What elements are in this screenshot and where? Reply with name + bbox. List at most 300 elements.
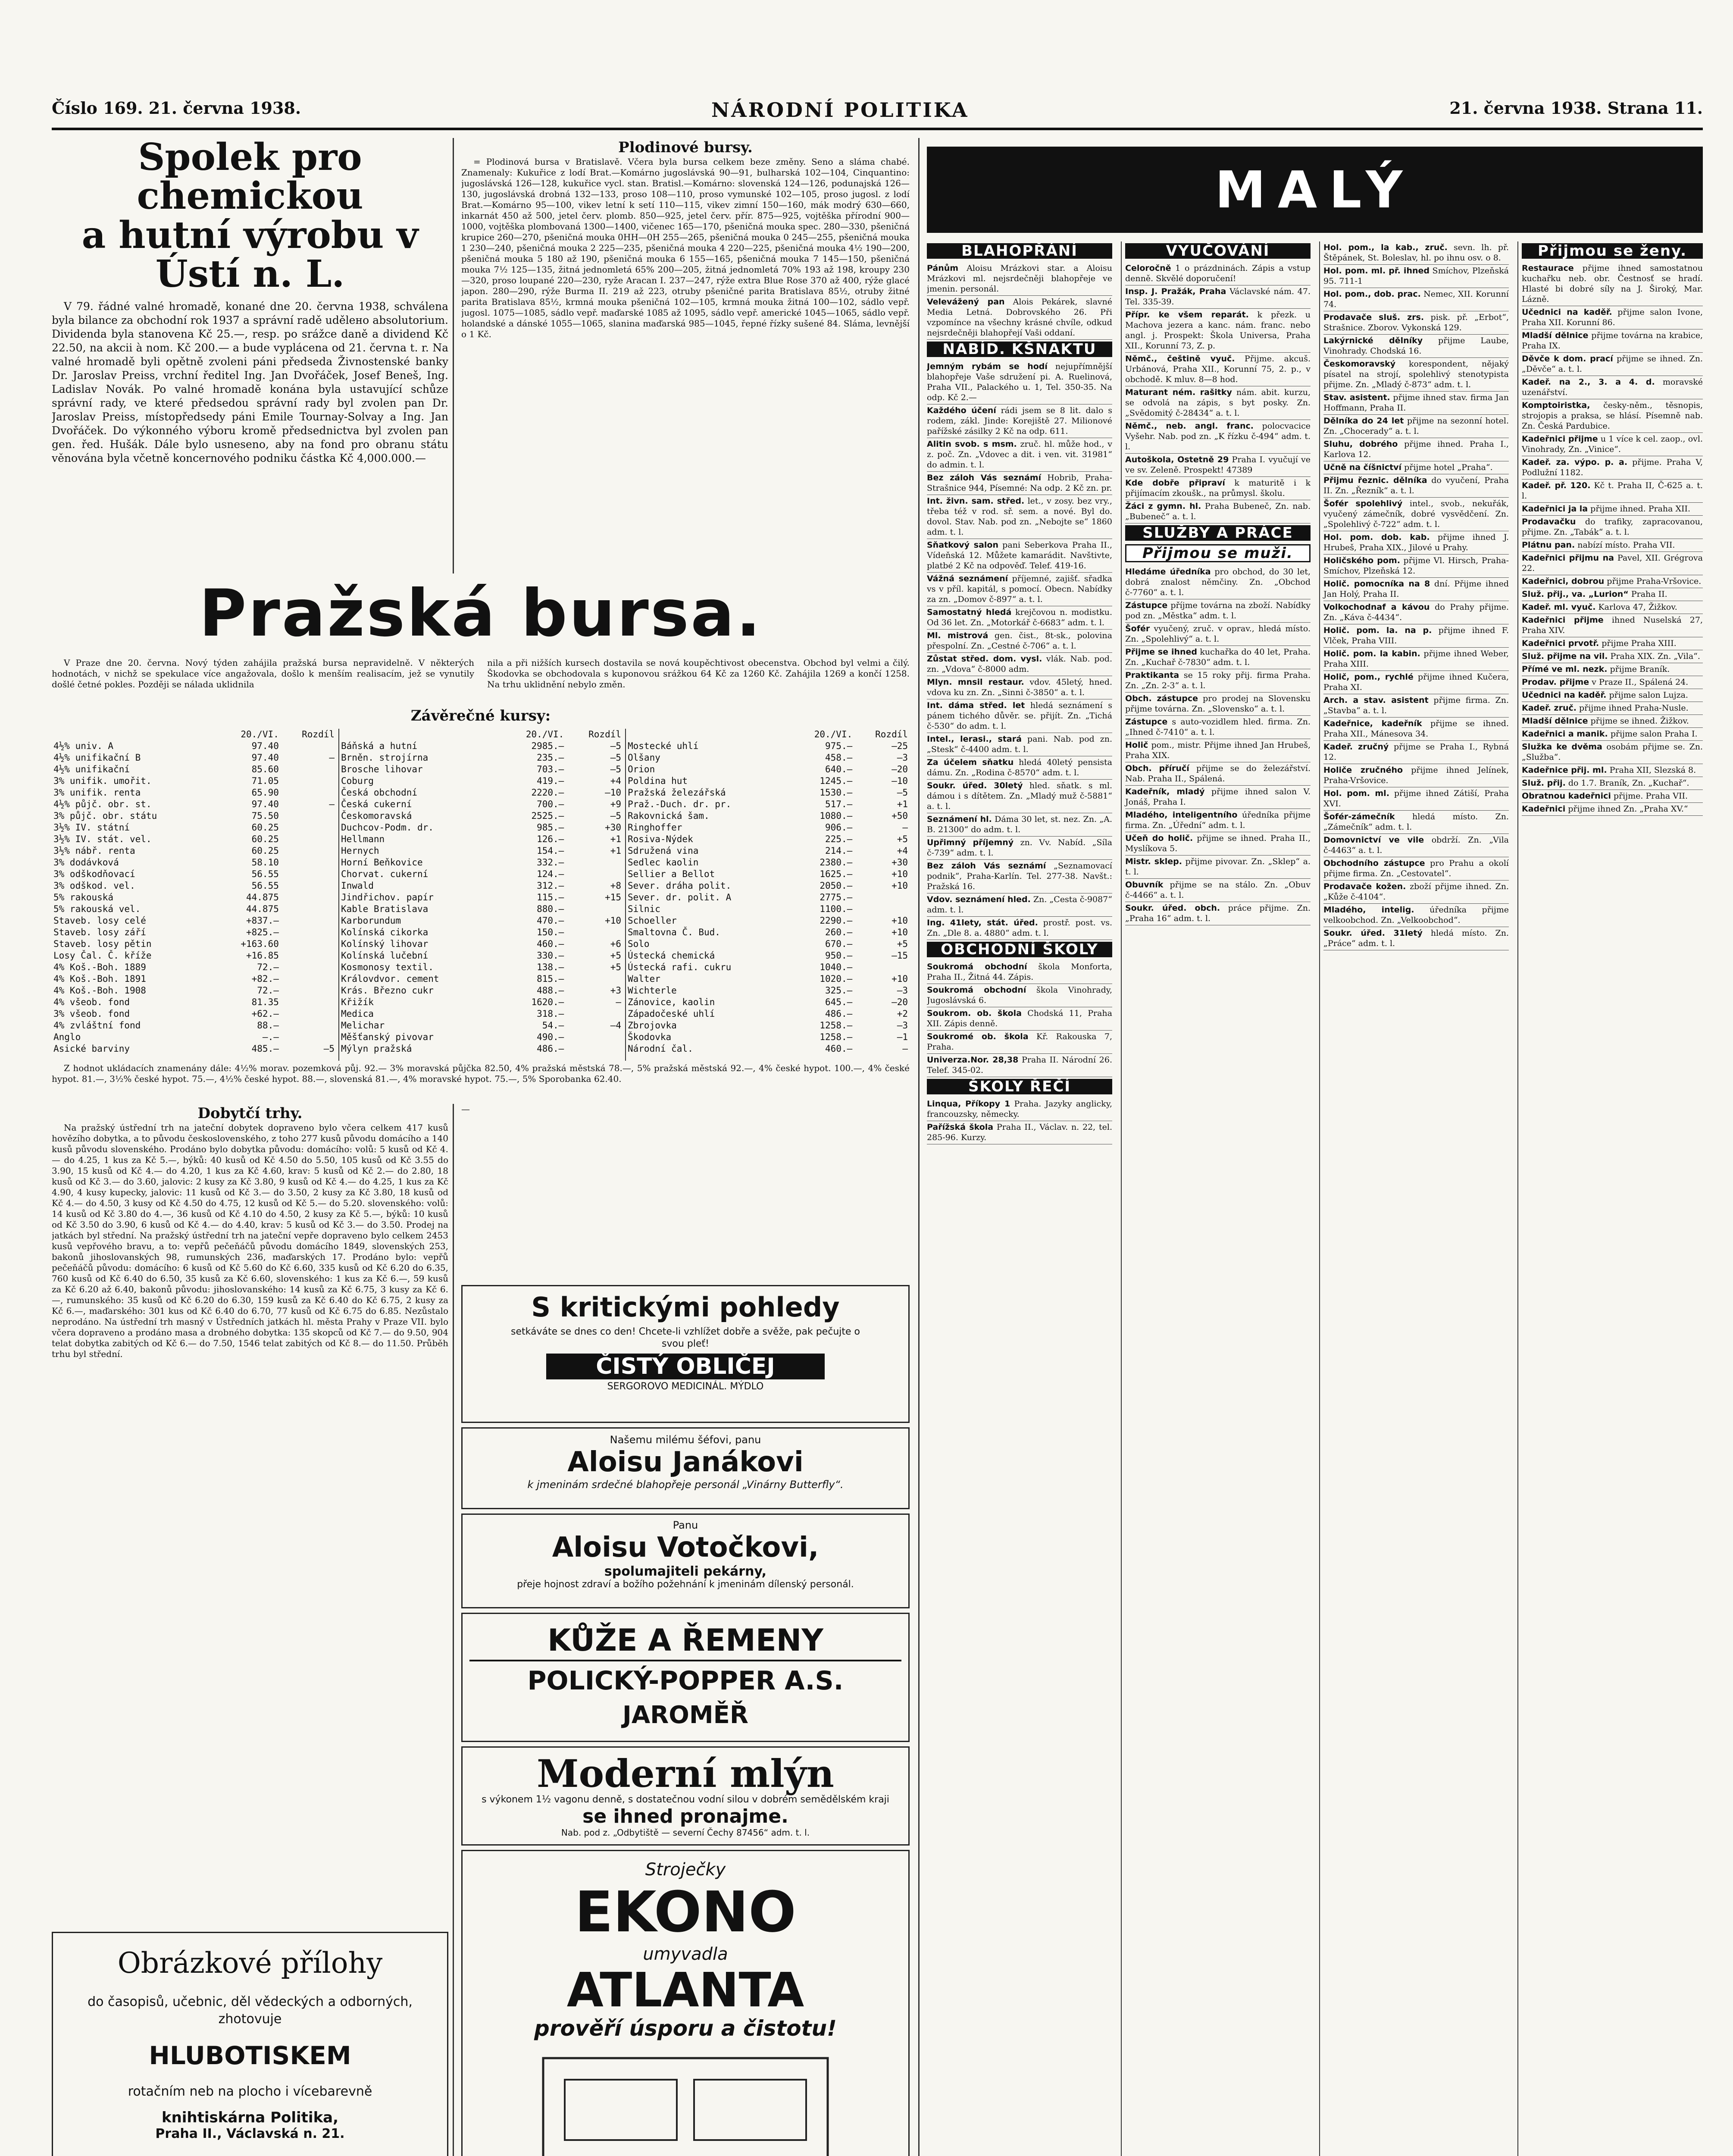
stock-price: 60.25: [251, 822, 279, 833]
stock-change: [281, 1008, 336, 1020]
classified-text: přijme se ihned. Praha II., Myslíkova 5.: [1125, 834, 1311, 853]
stock-row: [339, 1020, 623, 1031]
section-header: BLAHOPŘÁNÍ: [927, 243, 1112, 259]
classified-ad: [1125, 623, 1311, 646]
stock-row: [626, 752, 910, 764]
stock-price: 54.—: [542, 1020, 564, 1031]
stock-price: 58.10: [251, 857, 279, 868]
stock-row: [339, 787, 623, 799]
classified-ad: [1522, 715, 1703, 728]
classified-ad: [1522, 503, 1703, 516]
classified-text: Chodská 11, Praha XII. Zápis denně.: [927, 1009, 1112, 1028]
classified-ad: [1522, 663, 1703, 676]
ad-janak: [461, 1427, 910, 1509]
stock-change: [566, 868, 623, 880]
stock-change: [854, 903, 910, 915]
stock-price: 1020.—: [820, 974, 853, 984]
classified-heading: Autoškola, Ostetně 29: [1125, 455, 1229, 464]
bursa-notes: [52, 1063, 910, 1102]
classified-heading: Ing. 41lety, stát. úřed.: [927, 918, 1038, 928]
stock-change: +50: [892, 811, 908, 821]
classified-ad: [927, 1098, 1112, 1121]
stock-change: —10: [605, 787, 621, 798]
stock-price: 126.—: [537, 834, 564, 844]
classified-text: Kč t. Praha II, Č-625 a. t. l.: [1522, 481, 1703, 501]
classified-heading: Za účelem sňatku: [927, 758, 1014, 767]
stock-change: [281, 950, 336, 962]
stock-price: 1620.—: [531, 997, 564, 1007]
stock-price: 124.—: [537, 869, 564, 879]
stock-change: [281, 962, 336, 973]
classified-text: přijme se do železářství. Nab. Praha II., Spálená.: [1125, 764, 1311, 783]
classified-ad: [927, 573, 1112, 606]
classified-text: přijme se Praha I., Rybná 12.: [1323, 742, 1509, 762]
stock-change: [281, 915, 336, 927]
classified-text: Zn. „Cesta č-9087“ adm. t. l.: [927, 895, 1112, 915]
stock-price: 906.—: [825, 822, 853, 833]
stock-change: +10: [892, 881, 908, 891]
stock-row: [626, 799, 910, 810]
classified-ad: [1323, 555, 1509, 578]
stock-name: Walter: [628, 974, 660, 984]
ad-text: přeje hojnost zdraví a božího požehnání k jmeninám dílenský personál.: [517, 1579, 854, 1590]
stock-price: 470.—: [537, 915, 564, 926]
stock-change: —5: [610, 741, 621, 751]
stock-name: Sellier a Bellot: [628, 869, 715, 879]
classified-text: přijme. Praha VII.: [1611, 791, 1688, 801]
stock-row: [339, 845, 623, 857]
classified-text: pro prodej na Slovensku přijme továrna. Zn. „Slovensko“ a. t. l.: [1125, 694, 1311, 714]
classified-ad: [927, 780, 1112, 813]
stove-illustration: [491, 2041, 879, 2156]
classified-heading: Učeň do holič.: [1125, 834, 1193, 843]
classified-text: přijme se ihned. Žižkov.: [1588, 716, 1689, 726]
stock-change: +15: [605, 892, 621, 903]
stock-price: +82.—: [251, 974, 279, 984]
classified-heading: Soukrom. ob. škola: [927, 1009, 1022, 1018]
classified-text: Nemec, XII. Korunní 74.: [1323, 289, 1509, 309]
classified-heading: Intel., lerasi., stará: [927, 734, 1022, 744]
classified-ad: [1522, 637, 1703, 650]
stock-name: Hernych: [341, 846, 379, 856]
stock-name: Losy Čal. Č. kříže: [53, 950, 152, 961]
column-rule: [453, 1104, 454, 2156]
stock-name: Ústecká rafi. cukru: [628, 962, 732, 972]
article-body: V 79. řádné valné hromadě, konané dne 20. června 1938, schválena byla bilance za obchodní rok 1937 a správní radě udělено absolutorium. Dividenda byla stanovena Kč 25.—, resp. po srážce daně a dividend Kč 22.50, na akcii à nom. Kč 200.— a bude vyplácena od 21. června t. r. Na valné hromadě byli opětně zvoleni páni předseda Živnostenské banky Dr. Jaroslav Preiss, vrchní ředitel Ing. Jan Dvořáček, Josef Beneš, Ing. Ladislav Novák. Po valné hromadě konána byla ustavující schůze správní rady, ve které předsedou správní rady byl zvolen pan Dr. Jaroslav Preiss, místopředsedy páni Emile Tournay-Solvay a Ing. Jan Dvořáček. Do výkonného výboru kromě předsednictva byl zvolen pan gen. řed. Hušák. Dále bylo usneseno, aby na fond pro obranu státu věnována byla včetně koncernového podniku částka Kč 4,000.000.—: [52, 300, 448, 465]
classified-heading: Přípr. ke všem reparát.: [1125, 310, 1249, 320]
stock-price: 88.—: [257, 1020, 279, 1031]
stock-price: 700.—: [537, 799, 564, 809]
classified-ad: [927, 296, 1112, 340]
article-body: Z hodnot ukládacích znamenány dále: 4½% morav. pozemková půj. 92.— 3% moravská půjčka 82.50, 4% pražská městská 78.—, 5% pražská městská 92.—, 4% české hypot. 100.—, 4% české hypot. 81.—, 3½% české hypot. 75.—, 4½% české hypot. 88.—, slovenská 81.—, 4% moravské hypot. 75.—, 5% Sporobanka 62.40.: [52, 1063, 910, 1084]
ad-ekono: [461, 1850, 910, 2156]
stock-name: Poldina hut: [628, 776, 688, 786]
classified-heading: Domovnictví ve vile: [1323, 835, 1424, 845]
stock-name: 3½% nábř. renta: [53, 846, 135, 856]
classified-text: vdov. 45letý, hned. vdova ku zn. Zn. „Sinni č-3850“ a. t. l.: [927, 677, 1112, 697]
stock-price: 44.875: [246, 904, 279, 914]
stock-price: 950.—: [825, 950, 853, 961]
classified-ad: [1522, 689, 1703, 702]
stock-change: [281, 985, 336, 997]
classified-ad: [1125, 477, 1311, 500]
stock-price: 2775.—: [820, 892, 853, 903]
classified-heading: Mladší dělnice: [1522, 331, 1589, 340]
classified-ad: [1323, 335, 1509, 358]
stock-change: [566, 1008, 623, 1020]
ad-title: Aloisu Janákovi: [567, 1446, 804, 1478]
classified-ad: [1125, 716, 1311, 739]
stock-row: [626, 938, 910, 950]
stock-name: 3½% IV. stát. vel.: [53, 834, 152, 844]
classified-text: Hobrib, Praha-Strašnice 944, Písemné: Na odp. 2 Kč zn. pr.: [927, 473, 1112, 493]
stock-row: [52, 752, 336, 764]
classified-heading: Kadeř. za. výpo. p. a.: [1522, 458, 1628, 467]
classified-text: Václavské nám. 47. Tel. 335-39.: [1125, 287, 1311, 307]
classified-ad: [1323, 648, 1509, 671]
classified-text: nabízí místo. Praha VII.: [1575, 540, 1675, 550]
stock-name: Praž.-Duch. dr. pr.: [628, 799, 732, 809]
ad-kriticke-pohledy: [461, 1285, 910, 1423]
stock-row: [626, 973, 910, 985]
stock-row: [52, 973, 336, 985]
section-header: Přijmou se muži.: [1125, 544, 1311, 562]
classified-heading: Hledáme úředníka: [1125, 567, 1211, 577]
classified-heading: Jemným rybám se hodí: [927, 362, 1048, 371]
classified-ad: [1522, 614, 1703, 637]
classified-text: korespondent, nějaký písatel na strojí, spolehlivý stenotypista přijme. Zn. „Mladý č-873“ adm. t. l.: [1323, 359, 1509, 389]
classified-ad: [927, 961, 1112, 984]
article-dobytci-continued: —: [461, 1104, 470, 1114]
classified-text: intel., svob., nekuřák, vyučený zámečník, dobré vysvědčení. Zn. „Spolehlivý č-722“ adm. t. l.: [1323, 499, 1509, 529]
stock-price: 1258.—: [820, 1020, 853, 1031]
classified-text: vyučený, zruč. v oprav., hledá místo. Zn. „Spolehlivý“ a. t. l.: [1125, 624, 1311, 644]
stock-name: Staveb. losy celé: [53, 915, 146, 926]
classified-text: přijme ihned J. Hrubeš, Praha XIX., Jilové u Prahy.: [1323, 533, 1509, 552]
classified-text: přijme ihned Jelínek, Praha-Vršovice.: [1323, 765, 1509, 785]
stock-row: [339, 927, 623, 938]
classified-text: Praha II.: [1628, 589, 1667, 599]
classified-text: Dáma 30 let, st. nez. Zn. „A. B. 21300“ do adm. t. l.: [927, 815, 1112, 834]
stock-price: 815.—: [537, 974, 564, 984]
stock-price: 325.—: [825, 985, 853, 996]
stock-change: —20: [892, 764, 908, 774]
ad-text: setkáváte se dnes co den! Chcete-li vzhlížet dobře a svěže, pak pečujte o svou pleť!: [511, 1326, 860, 1349]
stock-row: [339, 892, 623, 903]
stock-name: 3½% IV. státní: [53, 822, 130, 833]
stock-change: —25: [892, 741, 908, 751]
classified-ad: [1125, 500, 1311, 523]
stock-name: Sever. dr. polit. A: [628, 892, 732, 903]
stock-name: 4% Koš.-Boh. 1908: [53, 985, 146, 996]
classified-ad: [1522, 728, 1703, 741]
classified-heading: Pánům: [927, 263, 959, 273]
stock-price: 150.—: [537, 927, 564, 937]
classified-heading: Stav. asistent.: [1323, 393, 1390, 402]
classified-ad: [1522, 741, 1703, 764]
classified-text: Karlova 47, Žižkov.: [1595, 602, 1677, 612]
classified-heading: Holičského pom.: [1323, 556, 1400, 565]
classified-text: Přijme. akcuš. Urbánová, Praha XII., Korunní 75, 2. p., v obchodě. K mluv. 8—8 hod.: [1125, 354, 1311, 384]
classified-ad: [1522, 803, 1703, 816]
stock-table: [52, 729, 910, 1061]
classified-heading: Hol. pom. dob. kab.: [1323, 533, 1430, 542]
classified-text: přijme ihned Zátiší, Praha XVI.: [1323, 789, 1509, 808]
stock-name: 3% odškod. vel.: [53, 881, 135, 891]
classified-heading: Holiče zručného: [1323, 765, 1403, 775]
stock-change: [281, 892, 336, 903]
ad-text: Stroječky: [645, 1860, 726, 1880]
classified-heading: Kde dobře připraví: [1125, 478, 1225, 488]
stock-name: Solo: [628, 939, 650, 949]
classified-text: přijme pivovar. Zn. „Sklep“ a. t. l.: [1125, 857, 1311, 877]
classified-ad: [927, 1007, 1112, 1031]
classified-heading: Obch. zástupce: [1125, 694, 1198, 703]
classified-ad: [1323, 764, 1509, 787]
classified-ad: [927, 733, 1112, 756]
stock-name: Česká cukerní: [341, 799, 412, 809]
classified-text: úředníka přijme firma. Zn. „Úřední“ adm. t. l.: [1125, 810, 1311, 830]
stock-change: +5: [610, 962, 621, 972]
article-spolek: [52, 138, 448, 578]
stock-row: [52, 787, 336, 799]
classified-ad: [927, 1121, 1112, 1144]
stock-change: [281, 938, 336, 950]
stock-price: 880.—: [537, 904, 564, 914]
classified-ad: [1125, 420, 1311, 454]
stock-change: +9: [610, 799, 621, 809]
stock-row: [339, 1008, 623, 1020]
stock-row: [626, 857, 910, 868]
classified-heading: Pařížská škola: [927, 1122, 994, 1132]
stock-name: Jindřichov. papír: [341, 892, 434, 903]
classified-heading: Univerza.Nor. 28,38: [927, 1055, 1019, 1065]
stock-row: [52, 938, 336, 950]
classified-text: sevn. lh. př. Štěpánek, St. Boleslav, hl. po ihnu osv. o 8.: [1323, 243, 1509, 263]
stock-name: Mostecké uhlí: [628, 741, 699, 751]
classified-text: přijme ihned Zn. „Praha XV.“: [1565, 804, 1688, 814]
stock-change: +10: [892, 869, 908, 879]
classified-heading: Služka ke dvěma: [1522, 742, 1602, 752]
article-dobytci: [52, 1104, 448, 1923]
classified-text: s auto-vozidlem hled. firma. Zn. „Ihned č-7410“ a. t. l.: [1125, 717, 1311, 737]
classified-ad: [927, 539, 1112, 573]
stock-price: 85.60: [251, 764, 279, 774]
classified-text: rádi jsem se 8 lit. dalo s rodem, zákl. Jinde: Korejiště 27. Milionové pařížské zásilky 2 Kč na odp. 611.: [927, 406, 1112, 436]
classified-heading: Soukr. úřed. 30letý: [927, 781, 1023, 790]
stock-change: +10: [892, 915, 908, 926]
classified-ad: [1323, 834, 1509, 857]
stock-name: Anglo: [53, 1032, 81, 1042]
classified-heading: Zástupce: [1125, 601, 1168, 610]
stock-change: —: [329, 799, 335, 809]
stock-price: 138.—: [537, 962, 564, 972]
classified-heading: Němč., češtině vyuč.: [1125, 354, 1235, 364]
classified-text: přijme ihned. Praha I., Karlova 12.: [1323, 439, 1509, 459]
classified-ad: [1125, 879, 1311, 902]
classified-heading: Kadeřnici prvotř.: [1522, 639, 1599, 648]
classified-heading: Kadeřnice, kadeřník: [1323, 719, 1422, 728]
stock-price: 640.—: [825, 764, 853, 774]
ad-text: prověří úsporu a čistotu!: [534, 2016, 837, 2041]
classified-ad: [1125, 454, 1311, 477]
classified-ad: [1522, 329, 1703, 353]
stock-column: [52, 729, 336, 1061]
classified-heading: Kadeřnice přij. ml.: [1522, 765, 1607, 775]
classified-heading: Dělníka do 24 let: [1323, 416, 1404, 426]
stock-row: [52, 950, 336, 962]
stock-row: [339, 799, 623, 810]
stock-row: [339, 764, 623, 775]
classified-heading: Arch. a stav. asistent: [1323, 696, 1429, 705]
classified-heading: Holič. pom. la. na p.: [1323, 626, 1432, 635]
stock-change: [281, 787, 336, 799]
classified-ad: [1125, 309, 1311, 353]
classified-text: pani. Nab. pod zn. „Stesk“ č-4400 adm. t. l.: [927, 734, 1112, 754]
stock-price: 1245.—: [820, 776, 853, 786]
stock-name: Česká obchodní: [341, 787, 418, 798]
stock-change: —5: [610, 752, 621, 763]
stock-change: —5: [323, 1044, 335, 1054]
stock-name: Měšťanský pivovar: [341, 1032, 434, 1042]
stock-price: 670.—: [825, 939, 853, 949]
stock-price: 2050.—: [820, 881, 853, 891]
stock-change: —5: [610, 764, 621, 774]
stock-name: Chorvat. cukerní: [341, 869, 429, 879]
stock-change: [566, 927, 623, 938]
classified-heading: Šofér-zámečník: [1323, 812, 1395, 821]
classified-heading: Kadeř. na 2., 3. a 4. d.: [1522, 377, 1655, 387]
classified-heading: Soukromé ob. škola: [927, 1032, 1029, 1041]
stock-change: +30: [892, 857, 908, 868]
stock-name: Českomoravská: [341, 811, 412, 821]
classified-ad: [1125, 386, 1311, 420]
classified-heading: Hol. pom., la kab., zruč.: [1323, 243, 1448, 252]
classified-text: Praha XIX. Zn. „Vila“.: [1608, 652, 1700, 661]
stock-row: [339, 740, 623, 752]
stock-name: Silnic: [628, 904, 660, 914]
stock-price: 488.—: [537, 985, 564, 996]
stock-price: 419.—: [537, 776, 564, 786]
classified-ad: [1125, 809, 1311, 832]
stock-name: Sdružená vina: [628, 846, 699, 856]
stock-name: 3% dodávková: [53, 857, 119, 868]
ad-title: KŮŽE A ŘEMENY: [469, 1621, 901, 1661]
stock-price: 75.50: [251, 811, 279, 821]
classified-heading: Prodavače sluš. zrs.: [1323, 313, 1424, 322]
stock-row: [339, 822, 623, 834]
stock-change: —10: [892, 776, 908, 786]
classified-text: do trafiky, zapracovanou, přijme. Zn. „Tabák“ a. t. l.: [1522, 517, 1703, 537]
stock-change: +2: [897, 1009, 908, 1019]
stock-price: 72.—: [257, 985, 279, 996]
classified-text: osobám přijme se. Zn. „Služba“.: [1522, 742, 1703, 762]
classified-ad: [1125, 566, 1311, 599]
classified-text: se 15 roky přij. firma Praha. Zn. „Zn. 2-3“ a. t. l.: [1125, 671, 1311, 690]
classified-ad: [1323, 461, 1509, 474]
classified-ad: [927, 893, 1112, 917]
classified-heading: Praktikanta: [1125, 671, 1179, 680]
stock-name: 4% všeob. fond: [53, 997, 130, 1007]
classified-heading: Alitin svob. s msm.: [927, 439, 1017, 449]
classified-ad: [1323, 671, 1509, 694]
classified-ad: [1522, 588, 1703, 601]
stock-change: +10: [605, 915, 621, 926]
classified-heading: Maturant ném. rašitky: [1125, 388, 1232, 397]
classified-ad: [1323, 927, 1509, 950]
classified-text: přijme ihned samostatnou kuchařku neb. obr. Čestnosť se hradí. Hlasté bi dobré síly na J. Široký, Mar. Lázně.: [1522, 263, 1703, 304]
classified-heading: Plátnu pan.: [1522, 540, 1575, 550]
article-title: Spolek pro chemickou: [137, 138, 363, 218]
classified-ad: [1522, 516, 1703, 539]
classified-heading: Mistr. sklep.: [1125, 857, 1182, 866]
ad-obrazkove-prilohy: [52, 1932, 448, 2156]
classified-ad: [1522, 539, 1703, 552]
stock-price: 1100.—: [820, 904, 853, 914]
column-header: Rozdíl: [302, 729, 335, 740]
classified-ad: [1522, 575, 1703, 588]
classified-ad: [927, 472, 1112, 495]
stock-price: 490.—: [537, 1032, 564, 1042]
stock-row: [52, 915, 336, 927]
classified-heading: Němč., neb. angl. franc.: [1125, 421, 1254, 431]
classified-ad: [1323, 811, 1509, 834]
stock-price: 460.—: [537, 939, 564, 949]
stock-price: 2220.—: [531, 787, 564, 798]
classified-ad: [1522, 702, 1703, 715]
stock-change: —: [329, 752, 335, 763]
classified-text: v Praze II., Spálená 24.: [1589, 677, 1689, 687]
ad-text: JAROMĚŘ: [622, 1701, 748, 1729]
stock-change: [281, 880, 336, 892]
stock-change: [281, 1031, 336, 1043]
classifieds-banner: MALÝ: [927, 147, 1703, 233]
classified-heading: Kadeřnici a manik.: [1522, 729, 1608, 739]
stock-row: [52, 1043, 336, 1055]
stock-row: [626, 834, 910, 845]
ad-text: rotačním neb na plocho i vícebarevně: [128, 2084, 372, 2099]
stock-row: [339, 938, 623, 950]
classified-text: zruč. hl. může hod., v z. poč. Zn. „Vdovec a dit. i ven. vit. 31981“ do admin. t. l.: [927, 439, 1112, 470]
stock-change: +5: [897, 939, 908, 949]
stock-name: Karborundum: [341, 915, 401, 926]
classified-heading: Mladší dělnice: [1522, 716, 1588, 726]
stock-name: Sever. dráha polit.: [628, 881, 732, 891]
stock-price: 485.—: [251, 1044, 279, 1054]
classified-heading: Celoročně: [1125, 263, 1171, 273]
stock-name: Duchcov-Podm. dr.: [341, 822, 434, 833]
classified-heading: Prodav. přijme: [1522, 677, 1589, 687]
stock-row: [626, 927, 910, 938]
classified-text: přijme ihned F. Vlček, Praha VIII.: [1323, 626, 1509, 646]
classified-ad: [1125, 646, 1311, 669]
stock-name: Staveb. losy pětin: [53, 939, 152, 949]
classified-text: nejupřímnější blahopřeje Vaše sdružení pi. A. Ruelinová, Praha VII., Palackého u. 1, Tel. 350-35. Na odp. Kč 2.—: [927, 362, 1112, 402]
stock-price: 1530.—: [820, 787, 853, 798]
bursa-intro-right: [487, 658, 910, 709]
stock-name: Medica: [341, 1009, 374, 1019]
stock-name: 5% rakouská: [53, 892, 114, 903]
bursa-intro-left: [52, 658, 474, 709]
classified-text: ihned Nuselská 27, Praha XIV.: [1522, 615, 1703, 635]
classified-ad: [927, 1054, 1112, 1077]
stock-row: [52, 880, 336, 892]
ad-text: SERGOROVO MEDICINÁL. MÝDLO: [607, 1381, 764, 1392]
classified-ad: [1522, 433, 1703, 456]
classified-heading: Učednici na kaděř.: [1522, 690, 1607, 700]
article-title: a hutní výrobu v Ústí n. L.: [81, 213, 419, 296]
stock-name: Staveb. losy září: [53, 927, 146, 937]
